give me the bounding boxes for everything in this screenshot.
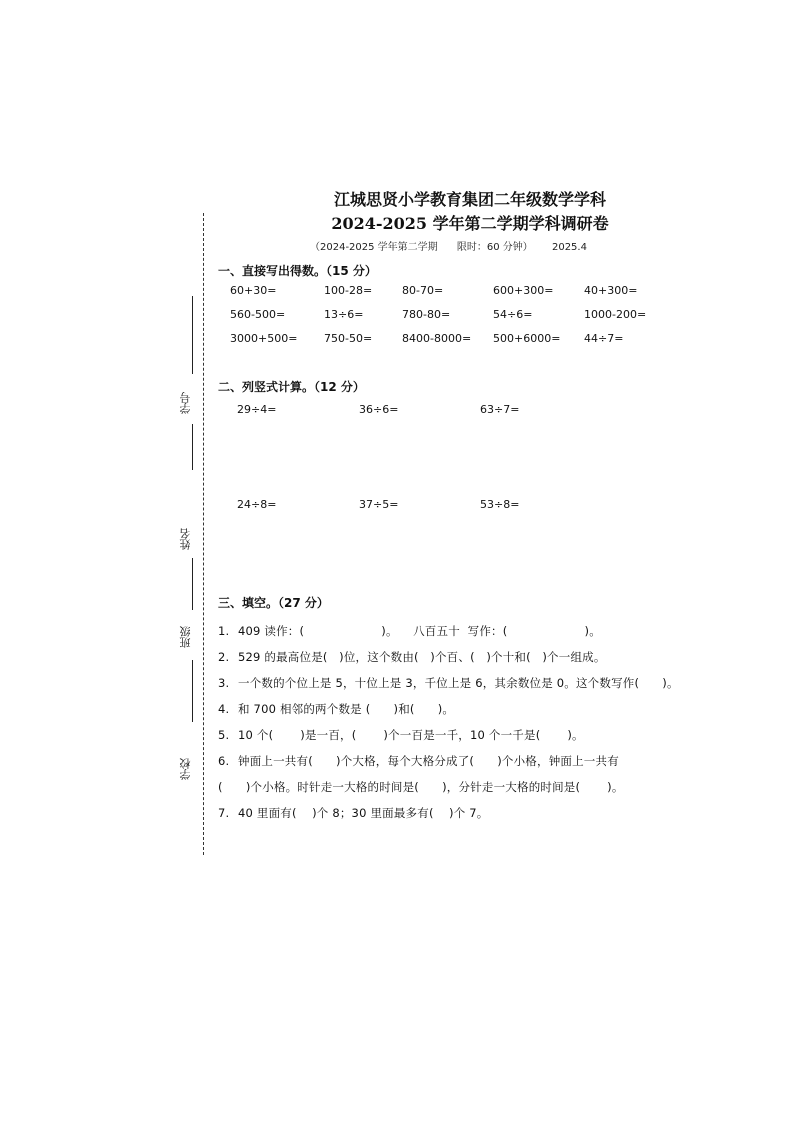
name-label: 姓名 xyxy=(179,528,192,550)
exam-title: 江城思贤小学教育集团二年级数学学科 xyxy=(333,190,606,209)
question-text: 40 里面有( )个 8；30 里面最多有( )个 7。 xyxy=(238,806,489,820)
question-text: 和 700 相邻的两个数是 ( )和( )。 xyxy=(238,702,455,716)
oral-item: 780-80= xyxy=(402,308,451,321)
oral-item: 600+300= xyxy=(493,284,554,297)
class-label: 班级 xyxy=(179,626,192,648)
fill-question xyxy=(218,644,678,670)
question-text: 钟面上一共有( )个大格，每个大格分成了( )个小格，钟面上一共有 xyxy=(238,754,619,768)
oral-row-1 xyxy=(230,284,650,308)
exam-date: 2025.4 xyxy=(551,242,587,253)
vertical-calc-item: 29÷4= xyxy=(237,403,277,416)
oral-item: 60+30= xyxy=(230,284,277,297)
oral-item: 44÷7= xyxy=(584,332,624,345)
student-id-blank-bottom xyxy=(192,424,193,470)
question-number: 6. xyxy=(218,754,230,768)
class-field xyxy=(180,620,196,710)
exam-info xyxy=(310,238,603,253)
exam-term: （2024-2025 学年第二学期 xyxy=(310,242,438,253)
question-number: 2. xyxy=(218,650,230,664)
question-number: 4. xyxy=(218,702,230,716)
oral-item: 750-50= xyxy=(324,332,373,345)
question-text: ( )个小格。时针走一大格的时间是( )，分针走一大格的时间是( )。 xyxy=(218,780,624,794)
oral-item: 100-28= xyxy=(324,284,373,297)
vertical-calc-item: 37÷5= xyxy=(359,498,399,511)
binding-cut-line xyxy=(203,213,204,855)
section-3-heading: 三、填空。（27 分） xyxy=(218,596,329,610)
fill-question xyxy=(218,722,678,748)
fill-blank-list xyxy=(218,618,678,826)
exam-subtitle: 2024-2025 学年第二学期学科调研卷 xyxy=(331,214,609,233)
oral-item: 3000+500= xyxy=(230,332,298,345)
oral-item: 40+300= xyxy=(584,284,638,297)
question-text: 10 个( )是一百，( )个一百是一千，10 个一千是( )。 xyxy=(238,728,584,742)
question-number: 3. xyxy=(218,676,230,690)
name-blank xyxy=(192,558,193,610)
school-field xyxy=(180,738,196,798)
vertical-calc-item: 63÷7= xyxy=(480,403,520,416)
question-text: 529 的最高位是( )位，这个数由( )个百、( )个十和( )个一组成。 xyxy=(238,650,606,664)
vertical-calc-item: 53÷8= xyxy=(480,498,520,511)
oral-item: 1000-200= xyxy=(584,308,647,321)
fill-question xyxy=(218,670,678,696)
question-number: 1. xyxy=(218,624,230,638)
oral-item: 8400-8000= xyxy=(402,332,472,345)
oral-row-3 xyxy=(230,332,650,356)
vertical-calc-item: 36÷6= xyxy=(359,403,399,416)
question-number: 5. xyxy=(218,728,230,742)
oral-item: 80-70= xyxy=(402,284,444,297)
oral-row-2 xyxy=(230,308,650,332)
oral-calc-grid xyxy=(230,284,650,356)
oral-item: 560-500= xyxy=(230,308,286,321)
oral-item: 54÷6= xyxy=(493,308,533,321)
fill-question xyxy=(218,800,678,826)
student-id-blank-top xyxy=(192,296,193,374)
oral-item: 13÷6= xyxy=(324,308,364,321)
vertical-calc-item: 24÷8= xyxy=(237,498,277,511)
fill-question-continued xyxy=(218,774,678,800)
question-number: 7. xyxy=(218,806,230,820)
class-blank xyxy=(192,660,193,722)
question-text: 一个数的个位上是 5，十位上是 3，千位上是 6，其余数位是 0。这个数写作( )。 xyxy=(238,676,679,690)
student-id-field xyxy=(180,296,196,461)
fill-question xyxy=(218,696,678,722)
section-1-heading: 一、直接写出得数。（15 分） xyxy=(218,264,377,278)
name-field xyxy=(180,508,196,598)
fill-question xyxy=(218,748,678,774)
exam-time-limit: 限时：60 分钟） xyxy=(456,242,533,253)
student-id-label: 学号 xyxy=(179,392,192,414)
question-text: 409 读作：( )。 八百五十 写作：( )。 xyxy=(238,624,601,638)
oral-item: 500+6000= xyxy=(493,332,561,345)
school-label: 学校 xyxy=(179,758,192,780)
fill-question xyxy=(218,618,678,644)
section-2-heading: 二、列竖式计算。（12 分） xyxy=(218,380,365,394)
